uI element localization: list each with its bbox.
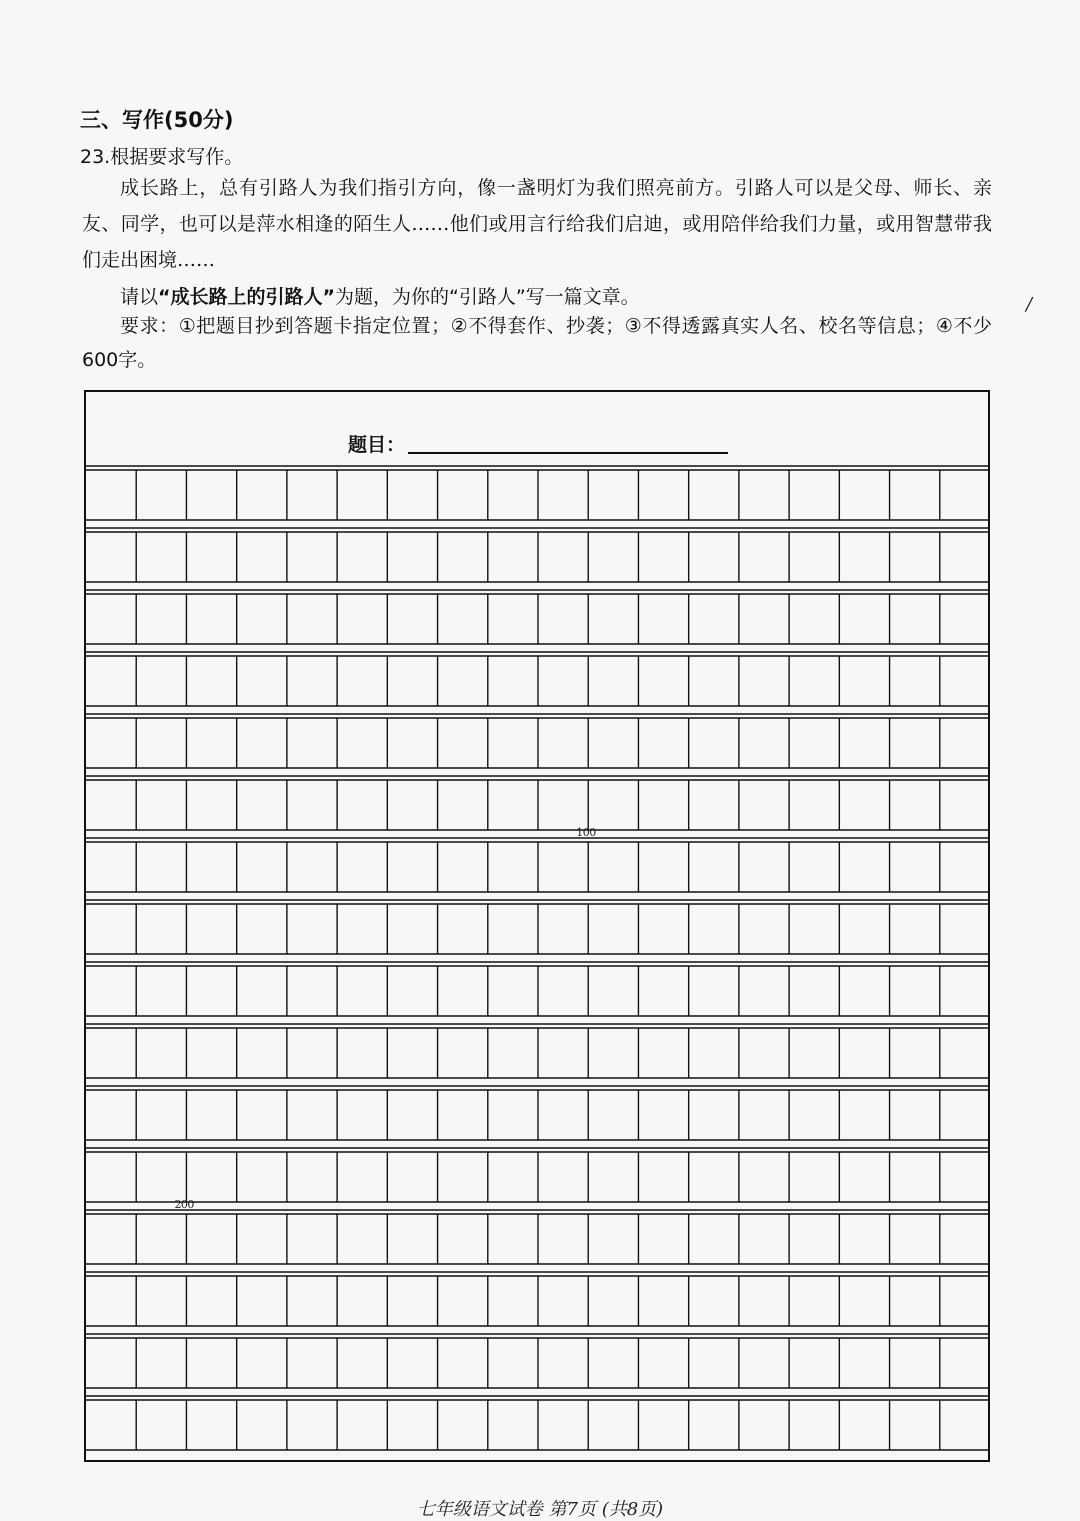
grid-row[interactable] [86,1024,990,1078]
grid-row[interactable] [86,1148,990,1202]
prompt-prefix: 请以 [120,286,159,308]
grid-row[interactable] [86,1210,990,1264]
grid-row[interactable] [86,962,990,1016]
grid-row[interactable] [86,900,990,954]
word-count-marker: 200 [174,1198,194,1211]
grid-row[interactable] [86,1272,990,1326]
requirements: 要求：①把题目抄到答题卡指定位置；②不得套作、抄袭；③不得透露真实人名、校名等信息；④不少600字。 [82,315,992,371]
page-footer: 七年级语文试卷 第7页 (共8页) [416,1499,664,1520]
grid-row[interactable] [86,776,990,830]
prompt-essay-title: “成长路上的引路人” [158,286,335,308]
question-title: 23.根据要求写作。 [80,146,244,168]
stray-pen-mark: / [1026,294,1033,315]
section-title: 三、写作(50分) [80,108,234,132]
grid-row[interactable] [86,838,990,892]
grid-row[interactable] [86,528,990,582]
prompt-suffix: 为题，为你的“引路人”写一篇文章。 [335,286,640,308]
grid-row[interactable] [86,1396,990,1450]
answer-sheet [84,390,990,1462]
grid-row[interactable] [86,466,990,520]
grid-row[interactable] [86,1086,990,1140]
question-paragraph: 成长路上，总有引路人为我们指引方向，像一盏明灯为我们照亮前方。引路人可以是父母、师长、亲友、同学，也可以是萍水相逢的陌生人……他们或用言行给我们启迪，或用陪伴给我们力量，或用智慧带我们走出困境…… [82,177,992,271]
grid-row[interactable] [86,714,990,768]
title-label: 题目： [348,434,406,456]
grid-row[interactable] [86,652,990,706]
grid-row[interactable] [86,1334,990,1388]
grid-row[interactable] [86,590,990,644]
writing-grid[interactable] [86,392,992,1464]
word-count-marker: 100 [576,826,596,839]
